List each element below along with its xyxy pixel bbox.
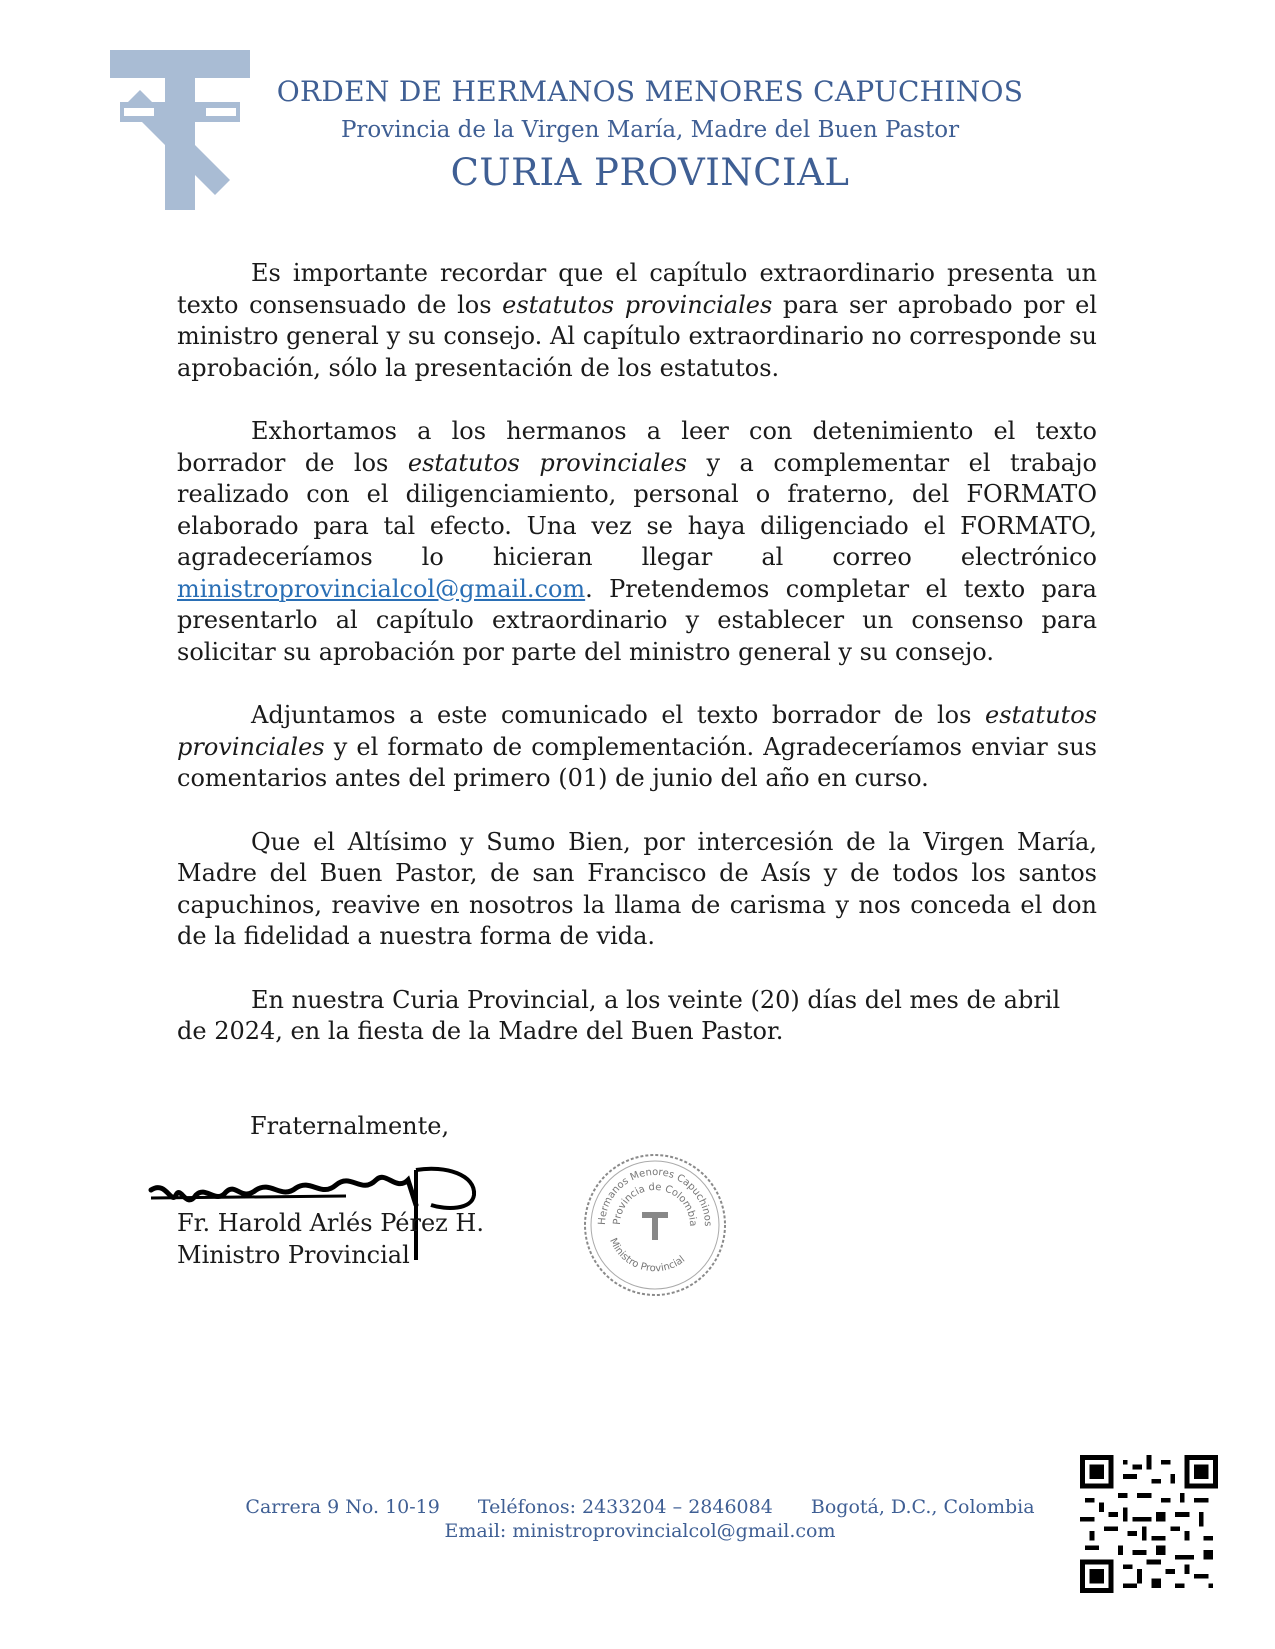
footer-email: Email: ministroprovincialcol@gmail.com: [444, 1520, 836, 1542]
qr-code: [1080, 1455, 1218, 1593]
paragraph-5: En nuestra Curia Provincial, a los veinte (20) días del mes de abril de 2024, en la fiesta de la Madre del Buen Pastor.: [177, 985, 1061, 1045]
paragraph-3: Adjuntamos a este comunicado el texto borrador de los estatutos provinciales y el formato de complementación. Agradeceríamos enviar sus comentarios antes del primero (01) de junio del año en curso.: [177, 701, 1097, 792]
signer-title: Ministro Provincial: [177, 1240, 410, 1269]
seal-text-top: Hermanos Menores Capuchinos: [596, 1166, 714, 1227]
province-name: Provincia de la Virgen María, Madre del Buen Pastor: [340, 117, 960, 143]
paragraph-4: Que el Altísimo y Sumo Bien, por intercesión de la Virgen María, Madre del Buen Pastor, de san Francisco de Asís y de todos los santos capuchinos, reavive en nosotros la llama de carisma y nos conceda el don de la fidelidad a nuestra forma de vida.: [177, 827, 1097, 950]
seal-text-mid: Provincia de Colombia: [611, 1181, 699, 1227]
footer-city: Bogotá, D.C., Colombia: [810, 1496, 1035, 1518]
footer-address: Carrera 9 No. 10-19: [245, 1496, 440, 1518]
footer: [200, 1495, 1080, 1543]
svg-text:Ministro Provincial: [607, 1237, 687, 1275]
footer-phones: Teléfonos: 2433204 – 2846084: [477, 1496, 773, 1518]
closing: Fraternalmente,: [250, 1112, 450, 1140]
email-link[interactable]: ministroprovincialcol@gmail.com: [177, 574, 586, 603]
paragraph-1: Es importante recordar que el capítulo extraordinario presenta un texto consensuado de los estatutos provinciales para ser aprobado por el ministro general y su consejo. Al capítulo extraordinario no corresponde su aprobación, sólo la presentación de los estatutos.: [177, 259, 1097, 382]
signer-block: [177, 1208, 484, 1271]
paragraph-2: Exhortamos a los hermanos a leer con detenimiento el texto borrador de los estatutos provinciales y a complementar el trabajo realizado con el diligenciamiento, personal o fraterno, del FORMATO elaborado para tal efecto. Una vez se haya diligenciado el FORMATO, agradeceríamos lo hicieran llegar al correo electrónico ministroprovincialcol@gmail.com. Pretendemos completar el texto para presentarlo al capítulo extraordinario y establecer un consenso para solicitar su aprobación por parte del ministro general y su consejo.: [177, 417, 1097, 666]
seal-text-bottom: Ministro Provincial: [607, 1236, 688, 1275]
ministry-seal: [580, 1150, 730, 1300]
letter-body: [177, 258, 1097, 1080]
curia-title: CURIA PROVINCIAL: [450, 151, 850, 194]
capuchin-logo: [110, 50, 250, 210]
signer-name: Fr. Harold Arlés Pérez H.: [177, 1209, 484, 1237]
letterhead: [260, 72, 1040, 198]
order-name: ORDEN DE HERMANOS MENORES CAPUCHINOS: [276, 75, 1024, 108]
